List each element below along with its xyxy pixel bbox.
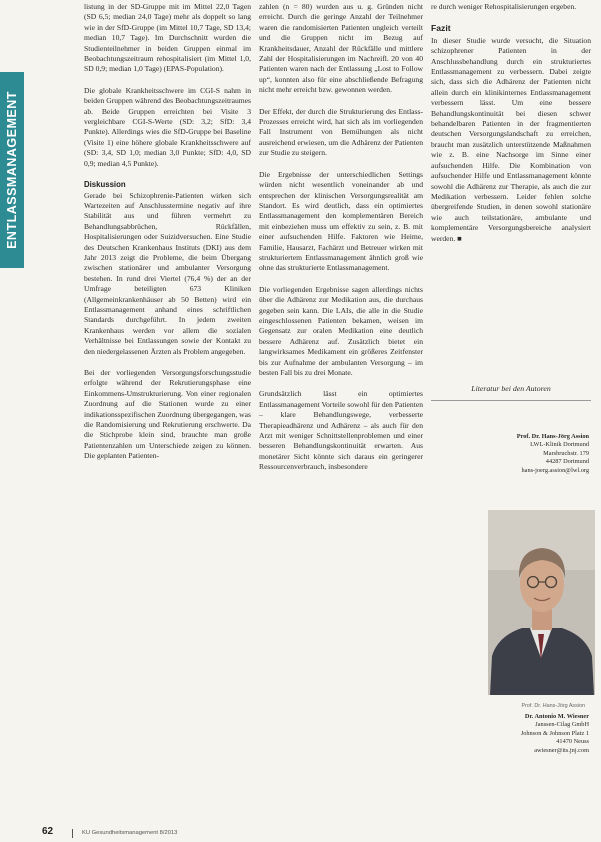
divider xyxy=(431,400,591,401)
section-tab-label: ENTLASSMANAGEMENT xyxy=(5,91,19,249)
paragraph: Bei der vorliegenden Versorgungsforschungsstudie erfolgte während der Rekrutierungsphase eine Einkommens-Umstrukturierung. Von einer regionalen Zuordnung auf die Stationen wurde zu einer indikationsspezifischen Zuordnung übergegangen, was die Randomisierung und Rekrutierung erschwerte. Da die Stichprobe klein sind, brauchte man große Patientenzahlen um Unterschiede zeigen zu können. Die geplanten Patienten- xyxy=(84,368,251,461)
paragraph: Die globale Krankheitsschwere im CGI-S nahm in beiden Gruppen während des Beobachtungszeitraumes ab. Beide Gruppen erreichten bei Visite 3 vergleichbare CGI-S-Werte (SD: 3,2; SfD: 3,4 Punkte). Allerdings wies die SfD-Gruppe bei Baseline (Visite 1) eine höhere globale Krankheitsschwere auf (SD: 3,4, SD 1,0; median 3,0 Punkte; SfD: 4,0, SD 0,9; median 4,5 Punkte). xyxy=(84,85,251,168)
paragraph: In dieser Studie wurde versucht, die Situation schizophrener Patienten in der Anschlussbehandlung durch ein strukturiertes Entlassmanagement zu verbessern. Dabei zeigte sich, dass sich die Adhärenz der Patienten nicht allein durch ein klinikinternes Entlassmanagement verbessern lässt. Um eine bessere Behandlungskontinuität bei diesen schwer behandelbaren Patienten in der fragmentierten deutschen Versorgungslandschaft zu erreichen, braucht man zusätzlich unterstützende Maßnahmen wie z. B. eine Nachsorge im Sinne einer aufsuchenden Hilfe. Die Kombination von aufsuchender Hilfe und Entlassmanagement könnte sowohl die Adhärenz zur Therapie, als auch die zur Medikation verbessern. Leider fehlen solche übergreifende Studien, in denen sowohl stationäre wie auch teilstationäre, ambulante und komplementäre Versorgungsbereiche analysiert werden. ■ xyxy=(431,35,591,243)
photo-caption: Prof. Dr. Hans-Jörg Assion xyxy=(521,703,585,709)
section-heading-discussion: Diskussion xyxy=(84,180,126,190)
paragraph: Grundsätzlich lässt ein optimiertes Entlassmanagement Vorteile sowohl für den Patienten – klare Behandlungswege, verbesserte Therapieadhärenz und Adhärenz – als auch für den Arzt mit weniger Schnittstellenproblemen und einer besseren Behandlungskontinuität erwarten. Aus monetärer Sicht könnte sich daraus ein geringerer Ressourcenverbrauch, insbesondere xyxy=(259,389,424,472)
paragraph: zahlen (n = 80) wurden aus u. g. Gründen nicht erreicht. Durch die geringe Anzahl der Teilnehmer waren die randomisierten Patienten ungleich verteilt und die Gruppen nicht im Bezug auf Krankheitsdauer, Anzahl der Rückfälle und mittlere Zahl der Hospitalisierungen im Nachreifl. 20 von 40 Patienten waren nach der Entlassung „Lost to Follow up“, konnten also für eine abschließende Befragung nicht mehr erreicht bzw. gewonnen werden. xyxy=(259,2,423,95)
page-number: 62 xyxy=(42,826,54,837)
author-contact-1 xyxy=(517,433,589,475)
author-name: Prof. Dr. Hans-Jörg Assion xyxy=(516,433,589,440)
author-contact-2 xyxy=(521,713,589,755)
paragraph: Gerade bei Schizophrenie-Patienten wirken sich Wartezeiten auf Anschlusstermine negativ auf ihre Stabilität aus und führen vermehrt zu Behandlungsabbrüchen, Rückfällen, Hospitalisierungen oder Suizidversuchen. Eine Studie des Deutschen Krankenhaus Instituts (DKI) aus dem Jahr 2013 zeigt die Probleme, die beim Übergang zwischen stationärer und ambulanter Versorgung bestehen. In rund drei Viertel (76,4 %) der an der Umfrage beteiligten 673 Kliniken (Allgemeinkrankenhäuser ab 50 Betten) wird ein Entlassmanagement anhand eines schriftlichen Standards durchgeführt. In jedem zweiten Krankenhaus werden vor allem die sozialen Verhältnisse bei Entlassungen sowie der Kontakt zu den niedergelassenen Ärzten als Problem angegeben. xyxy=(84,190,251,356)
portrait-image xyxy=(488,510,595,695)
section-heading-conclusion: Fazit xyxy=(431,23,451,34)
author-address-line: LWL-Klinik Dortmund xyxy=(530,441,589,449)
paragraph: re durch weniger Rehospitalisierungen ergeben. xyxy=(431,2,577,11)
author-email: hans-joerg.assion@lwl.org xyxy=(521,466,589,474)
author-photo xyxy=(488,510,595,695)
author-address-line: Johnson & Johnson Platz 1 xyxy=(520,729,589,737)
author-name: Dr. Antonio M. Wiesner xyxy=(524,713,589,720)
text-column-3 xyxy=(431,2,591,255)
divider xyxy=(72,829,73,838)
text-column-2 xyxy=(259,2,423,484)
paragraph: Die vorliegenden Ergebnisse sagen allerdings nichts über die Adhärenz zur Medikation aus, die durchaus gegeben sein kann. Die LAIs, die alle in die Studie eingeschlossenen Patienten bekamen, weisen im Gegensatz zur oralen Medikation eine deutlich bessere Adhärenz auf. Zusätzlich bietet ein langwirksames Medikament ein größeres Zeitfenster bis zur Aufnahme der ambulanten Versorgung – im besten Fall bis zu drei Monate. xyxy=(259,284,423,377)
paragraph: listung in der SD-Gruppe mit im Mittel 22,0 Tagen (SD 6,5; median 24,0 Tage) mehr als doppelt so lang wie in der SfD-Gruppe (im Mittel 10,7 Tage, SD 13,4; median 10,7 Tage). Im Durchschnitt wurden die Studienteilnehmer in beiden Gruppen einmal im Beobachtungszeitraum rehospitalisiert (im Mittel 1,0, SD 0,9; median 1,0 Tage) (EPAS-Population). xyxy=(84,2,251,74)
author-email: awiesner@its.jnj.com xyxy=(534,746,589,754)
publication-name: KU Gesundheitsmanagement 8/2013 xyxy=(82,830,178,836)
author-address-line: 44287 Dortmund xyxy=(545,458,589,466)
author-address-line: 41470 Neuss xyxy=(556,738,589,746)
literature-note: Literatur bei den Autoren xyxy=(471,384,551,393)
paragraph: Die Ergebnisse der unterschiedlichen Settings würden nicht wesentlich voneinander ab und entsprechen der klinischen Versorgungsrealität am Standort. Es wird deutlich, dass ein optimiertes Entlassmanagement den komplementären Bereich mit einbeziehen muss um effektiv zu sein, z. B. mit einer aufsuchenden Hilfe. Faktoren wie Heime, Familie, Hausarzt, Fachärzt und Betreuer wirken mit strukturiertem Entlassmanagement ähnlich groß wie ohne das strukturierte Entlassmanagement. xyxy=(259,169,423,273)
paragraph: Der Effekt, der durch die Strukturierung des Entlass-Prozesses erreicht wird, hat sich als im vorliegenden Fall Instrument von Bemühungen als nicht ausreichend erwiesen, um die Adhärenz der Patienten zur Studie zu steigern. xyxy=(259,106,423,158)
text-column-1 xyxy=(84,2,251,473)
author-address-line: Marsbruchstr. 179 xyxy=(543,449,589,457)
author-address-line: Janssen-Cilag GmbH xyxy=(535,721,589,729)
